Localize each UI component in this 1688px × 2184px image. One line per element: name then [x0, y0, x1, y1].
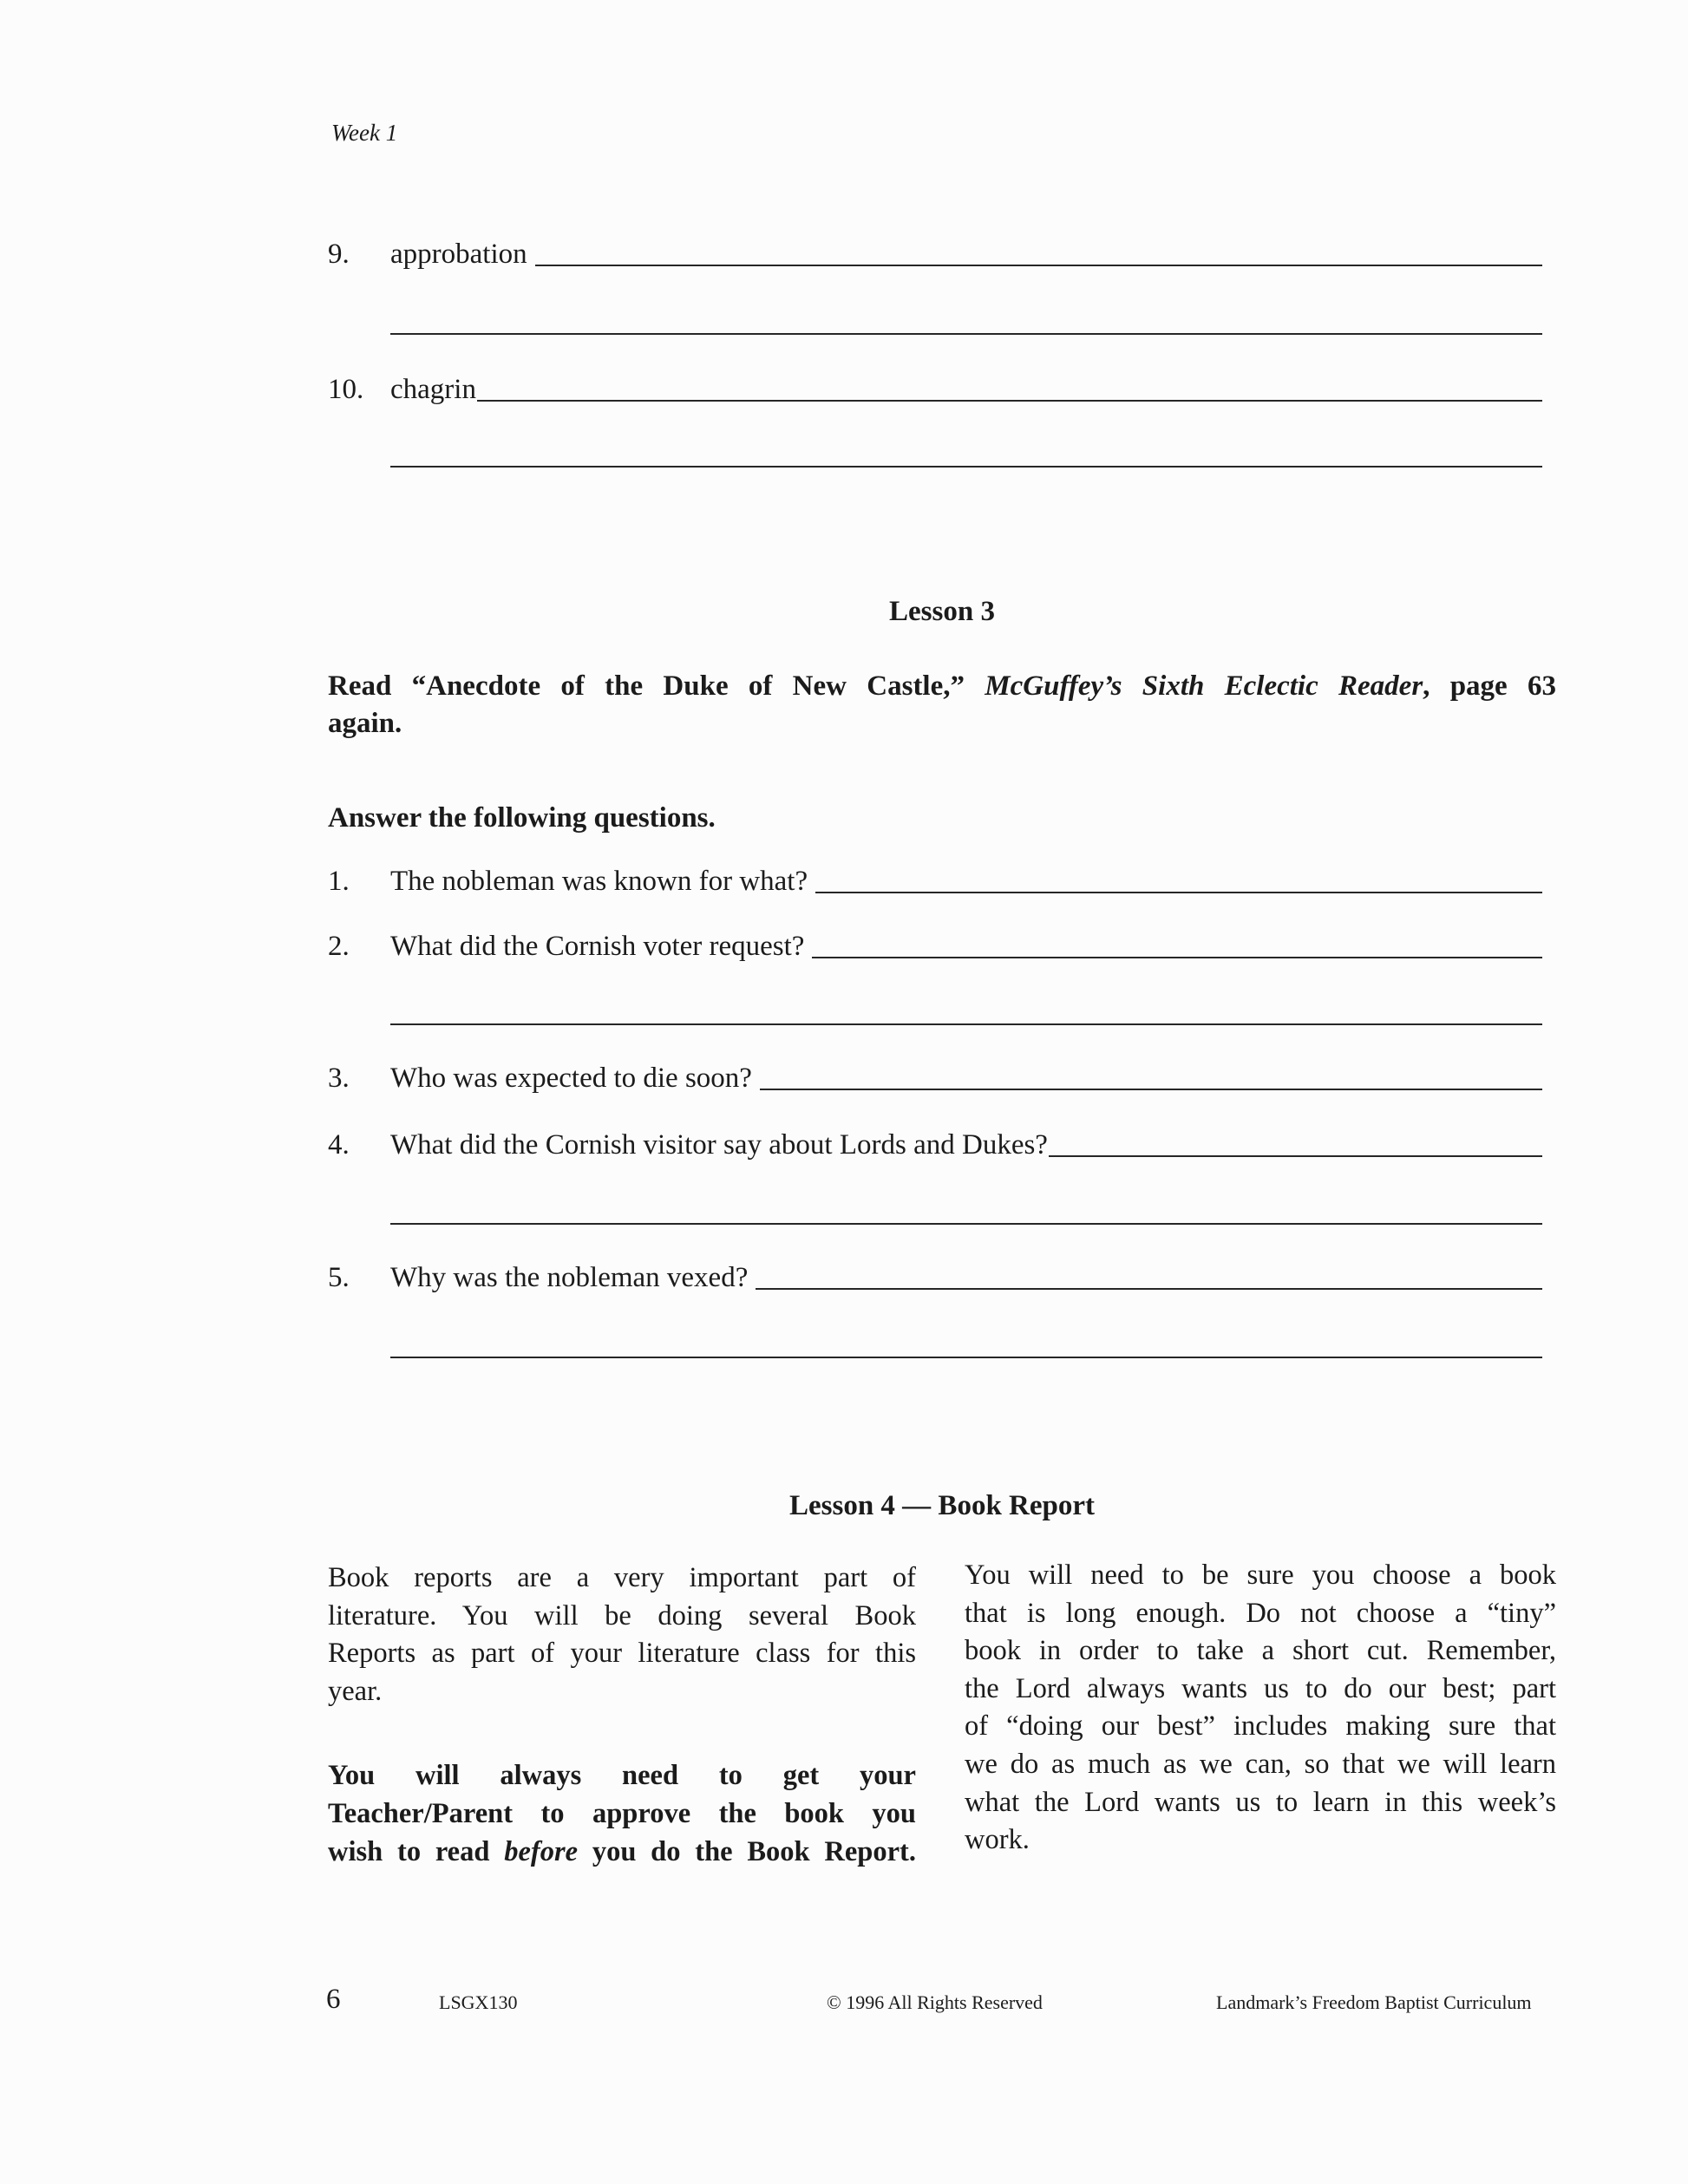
- approval-note-line: You will always need to get your: [328, 1760, 916, 1792]
- paragraph-line: that is long enough. Do not choose a “tiny”: [965, 1597, 1556, 1629]
- question-text: What did the Cornish visitor say about Lords and Dukes?: [390, 1129, 1048, 1161]
- page-number: 6: [326, 1984, 341, 2015]
- paragraph-line: Reports as part of your literature class for this: [328, 1638, 916, 1670]
- paragraph-line: what the Lord wants us to learn in this week’s: [965, 1786, 1556, 1818]
- answer-line[interactable]: [535, 265, 1542, 266]
- read-instruction-continued: again.: [328, 708, 402, 739]
- question-text: The nobleman was known for what?: [390, 866, 808, 897]
- question-text: Who was expected to die soon?: [390, 1063, 752, 1094]
- paragraph-line: of “doing our best” includes making sure that: [965, 1710, 1556, 1743]
- paragraph-line: we do as much as we can, so that we will learn: [965, 1748, 1556, 1780]
- copyright: © 1996 All Rights Reserved: [827, 1991, 1043, 2013]
- approval-note-text: wish to read: [328, 1835, 505, 1867]
- paragraph-line: the Lord always wants us to do our best; part: [965, 1672, 1556, 1704]
- answer-line-continued[interactable]: [390, 333, 1542, 335]
- vocab-word: chagrin: [390, 374, 476, 405]
- vocab-item-10: [328, 376, 1542, 404]
- answer-line-continued[interactable]: [390, 1223, 1542, 1225]
- book-title: McGuffey’s Sixth Eclectic Reader: [985, 670, 1423, 702]
- paragraph-gap: [328, 1710, 916, 1757]
- answer-line-continued[interactable]: [390, 1357, 1542, 1358]
- item-number: 9.: [328, 239, 350, 270]
- questions-instruction: Answer the following questions.: [328, 802, 716, 834]
- read-instruction-prefix: Read “Anecdote of the Duke of New Castle,”: [328, 670, 985, 702]
- approval-note-text: you do the Book Report.: [578, 1835, 916, 1867]
- lesson-4-heading: Lesson 4 — Book Report: [788, 1490, 1096, 1521]
- question-text: Why was the nobleman vexed?: [390, 1262, 749, 1293]
- paragraph-line: book in order to take a short cut. Remember,: [965, 1635, 1556, 1667]
- answer-line-continued[interactable]: [390, 466, 1542, 468]
- answer-line-continued[interactable]: [390, 1023, 1542, 1025]
- answer-line[interactable]: [1049, 1155, 1542, 1157]
- vocab-word: approbation: [390, 239, 527, 270]
- answer-line[interactable]: [760, 1089, 1542, 1090]
- question-number: 5.: [328, 1262, 350, 1293]
- question-number: 1.: [328, 866, 350, 897]
- item-number: 10.: [328, 374, 364, 405]
- question-4: [328, 1131, 1542, 1160]
- vocab-item-9: [328, 240, 1542, 269]
- paragraph-line: You will need to be sure you choose a book: [965, 1560, 1556, 1591]
- answer-line[interactable]: [756, 1288, 1542, 1290]
- week-label: Week 1: [331, 120, 398, 146]
- paragraph-line: literature. You will be doing several Book: [328, 1599, 916, 1631]
- course-code: LSGX130: [439, 1991, 518, 2013]
- answer-line[interactable]: [477, 400, 1542, 402]
- answer-line[interactable]: [815, 892, 1542, 893]
- question-text: What did the Cornish voter request?: [390, 931, 805, 962]
- question-1: [328, 867, 1542, 896]
- question-number: 2.: [328, 931, 350, 962]
- question-2: [328, 932, 1542, 961]
- paragraph-line: year.: [328, 1675, 383, 1707]
- question-number: 4.: [328, 1129, 350, 1161]
- read-instruction-page: , page 63: [1423, 670, 1556, 702]
- answer-line[interactable]: [812, 957, 1542, 958]
- question-5: [328, 1264, 1542, 1292]
- approval-note-line: [328, 1834, 916, 1872]
- book-report-right-column: [965, 1557, 1556, 1860]
- read-instruction: [328, 672, 1556, 701]
- book-report-left-column: [328, 1560, 916, 1871]
- question-number: 3.: [328, 1063, 350, 1094]
- question-3: [328, 1064, 1542, 1093]
- approval-note-line: Teacher/Parent to approve the book you: [328, 1797, 916, 1829]
- publisher: Landmark’s Freedom Baptist Curriculum: [1216, 1991, 1532, 2013]
- lesson-3-heading: Lesson 3: [889, 596, 995, 627]
- paragraph-line: work.: [965, 1824, 1030, 1856]
- paragraph-line: Book reports are a very important part of: [328, 1562, 916, 1593]
- approval-note-emphasis: before: [504, 1835, 579, 1867]
